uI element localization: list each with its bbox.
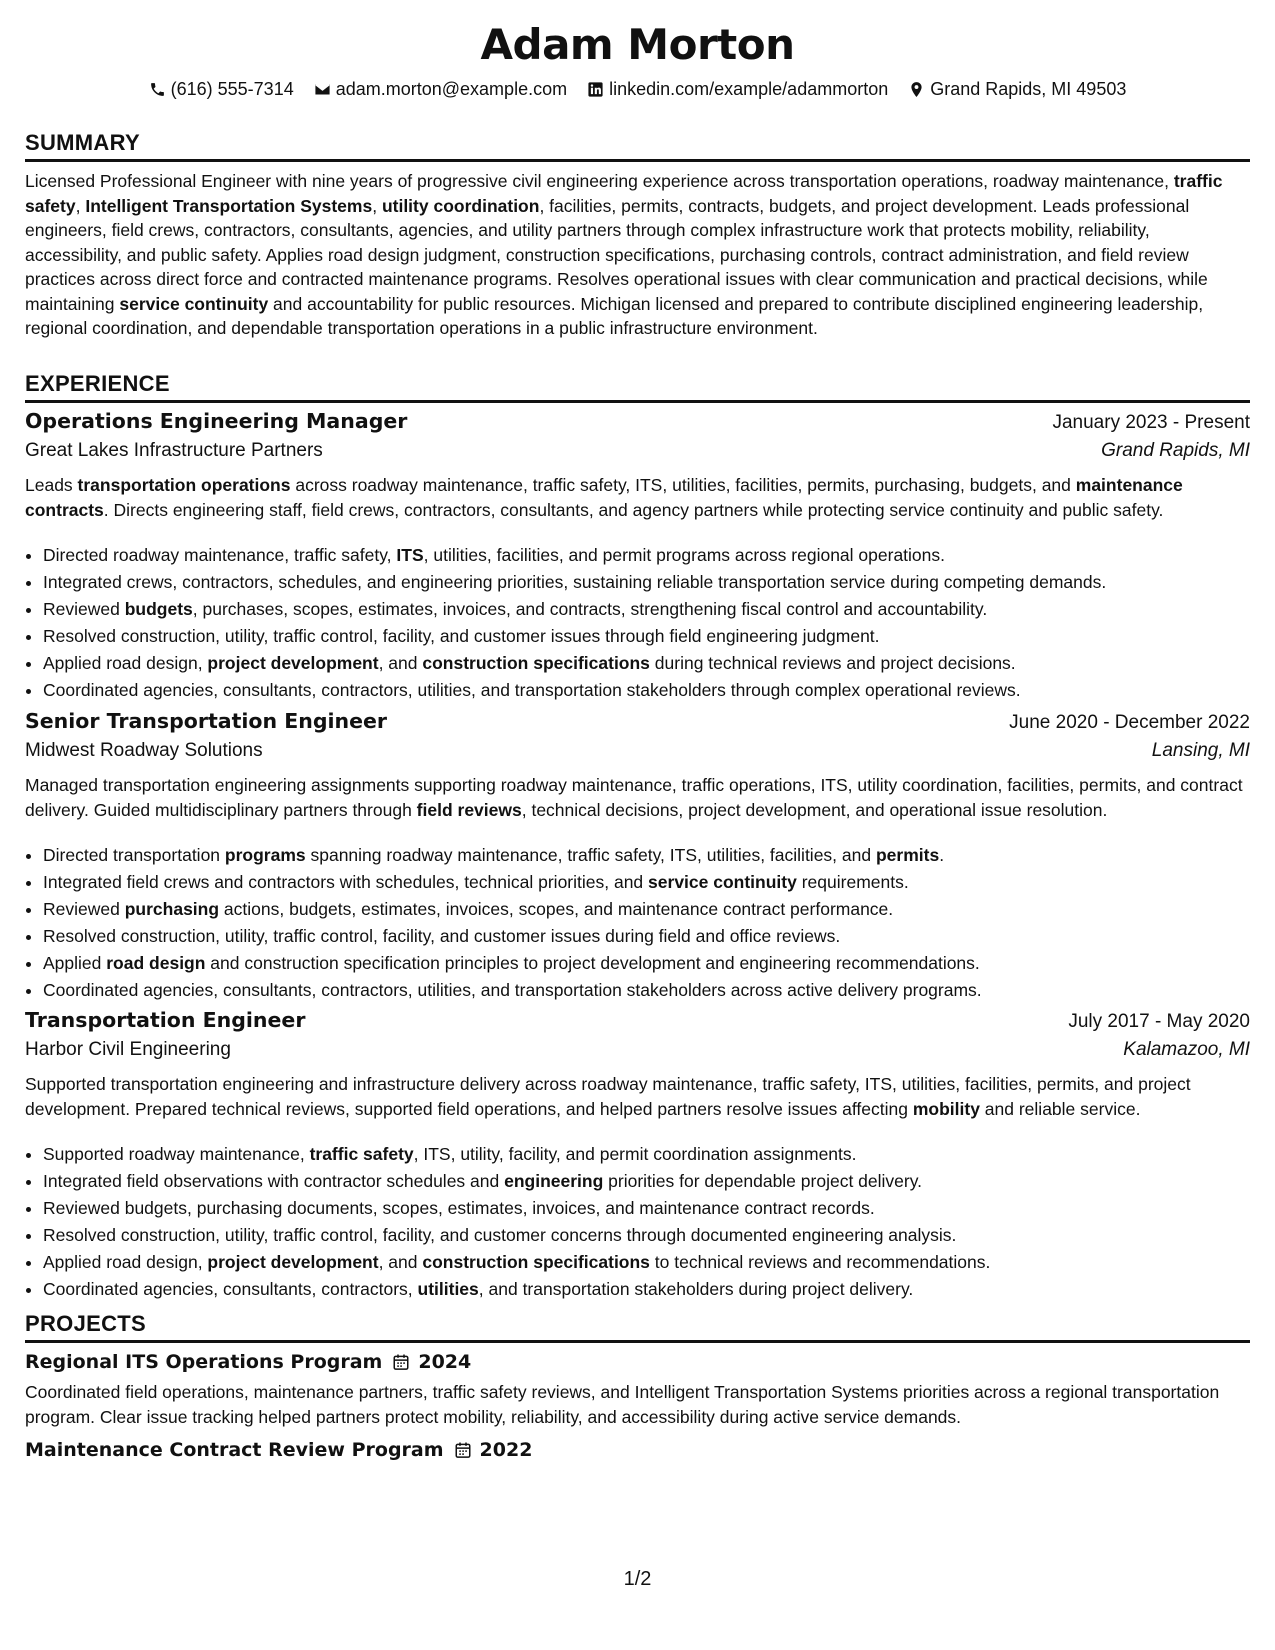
- contact-bar: [25, 79, 1250, 100]
- emphasis-text: service continuity: [119, 293, 269, 314]
- bullet-item: • Applied road design, project development, and construction specifications during technical reviews and project decisions.: [43, 650, 1268, 677]
- bullet-item: • Coordinated agencies, consultants, contractors, utilities, and transportation stakeholders during project delivery.: [43, 1276, 1268, 1303]
- contact-phone[interactable]: [149, 79, 294, 100]
- emphasis-text: utilities: [417, 1279, 479, 1299]
- bullet-item: • Directed roadway maintenance, traffic safety, ITS, utilities, facilities, and permit programs across regional operations.: [43, 542, 1268, 569]
- emphasis-text: utility coordination: [381, 195, 540, 216]
- emphasis-text: project development: [207, 653, 379, 673]
- phone-icon: [149, 81, 166, 98]
- linkedin-icon: [587, 81, 604, 98]
- job-dates: January 2023 - Present: [1052, 412, 1250, 433]
- emphasis-text: field reviews: [416, 799, 522, 820]
- projects-heading: PROJECTS: [25, 1311, 1250, 1343]
- job-subheader: [25, 1039, 1250, 1061]
- job-subheader: [25, 740, 1250, 762]
- project-title: Regional ITS Operations Program: [25, 1351, 383, 1373]
- project-header: [25, 1351, 471, 1373]
- job-header: [25, 409, 1250, 434]
- bullet-item: • Resolved construction, utility, traffic control, facility, and customer issues during field and office reviews.: [43, 923, 1268, 950]
- bullet-item: • Resolved construction, utility, traffic control, facility, and customer concerns through documented engineering analysis.: [43, 1222, 1268, 1249]
- project-description: Coordinated field operations, maintenance partners, traffic safety reviews, and Intelligent Transportation Systems priorities across a regional transportation program. Clear issue tracking helped partners protect mobility, reliability, and accessibility during active service demands.: [25, 1382, 1220, 1427]
- job-header: [25, 709, 1250, 734]
- calendar-icon: [392, 1353, 410, 1371]
- bullet-item: • Coordinated agencies, consultants, contractors, utilities, and transportation stakeholders through complex operational reviews.: [43, 677, 1268, 704]
- job-title: Operations Engineering Manager: [25, 409, 408, 433]
- job-dates: July 2017 - May 2020: [1068, 1011, 1250, 1032]
- location-text: Grand Rapids, MI 49503: [930, 79, 1127, 99]
- job-title: Transportation Engineer: [25, 1008, 306, 1032]
- job-dates: June 2020 - December 2022: [1009, 712, 1250, 733]
- job-title: Senior Transportation Engineer: [25, 709, 388, 733]
- project-date: [454, 1439, 533, 1461]
- job-company: Harbor Civil Engineering: [25, 1039, 231, 1060]
- bullet-item: • Coordinated agencies, consultants, contractors, utilities, and transportation stakeholders across active delivery programs.: [43, 977, 1268, 1004]
- job-location: Grand Rapids, MI: [1101, 440, 1250, 461]
- project-year: 2022: [479, 1439, 533, 1461]
- bullet-item: • Directed transportation programs spanning roadway maintenance, traffic safety, ITS, utilities, facilities, and permits.: [43, 842, 1268, 869]
- bullet-item: • Integrated crews, contractors, schedules, and engineering priorities, sustaining reliable transportation service during competing demands.: [43, 569, 1268, 596]
- contact-email[interactable]: [314, 79, 567, 100]
- emphasis-text: traffic safety: [309, 1144, 414, 1164]
- emphasis-text: programs: [224, 845, 306, 865]
- emphasis-text: construction specifications: [422, 653, 650, 673]
- summary-text: Licensed Professional Engineer with nine years of progressive civil engineering experience across transportation operations, roadway maintenance, traffic safety, Intelligent Transportation Systems, utility coordination, facilities, permits, contracts, budgets, and project development. Leads professional engineers, field crews, contractors, consultants, agencies, and utility partners through complex infrastructure work that protects mobility, reliability, accessibility, and public safety. Applies road design judgment, construction specifications, purchasing controls, contract administration, and field review practices across direct force and contracted maintenance programs. Resolves operational issues with clear communication and practical decisions, while maintaining service continuity and accountability for public resources. Michigan licensed and prepared to contribute disciplined engineering leadership, regional coordination, and dependable transportation operations in a public infrastructure environment.: [25, 171, 1223, 338]
- calendar-icon: [454, 1441, 472, 1459]
- project-title: Maintenance Contract Review Program: [25, 1439, 444, 1461]
- bullet-item: • Integrated field observations with contractor schedules and engineering priorities for dependable project delivery.: [43, 1168, 1268, 1195]
- emphasis-text: maintenance contracts: [25, 475, 1183, 520]
- emphasis-text: project development: [207, 1252, 379, 1272]
- emphasis-text: traffic safety: [25, 171, 1223, 216]
- experience-heading: EXPERIENCE: [25, 371, 1250, 403]
- emphasis-text: mobility: [912, 1098, 980, 1119]
- bullet-item: • Supported roadway maintenance, traffic safety, ITS, utility, facility, and permit coordination assignments.: [43, 1141, 1268, 1168]
- page-number: 1/2: [623, 1568, 652, 1590]
- job-bullets: [25, 842, 1268, 1004]
- emphasis-text: budgets: [124, 599, 193, 619]
- project-header: [25, 1439, 532, 1461]
- emphasis-text: permits: [875, 845, 940, 865]
- project-date: [392, 1351, 471, 1373]
- emphasis-text: engineering: [504, 1171, 604, 1191]
- email-text: adam.morton@example.com: [335, 79, 568, 99]
- contact-linkedin[interactable]: [587, 79, 888, 100]
- project-year: 2024: [418, 1351, 472, 1373]
- job-bullets: [25, 542, 1268, 704]
- bullet-item: • Reviewed budgets, purchasing documents, scopes, estimates, invoices, and maintenance contract records.: [43, 1195, 1268, 1222]
- resume-page: [25, 0, 1250, 1650]
- emphasis-text: transportation operations: [77, 475, 291, 495]
- job-subheader: [25, 440, 1250, 462]
- emphasis-text: Intelligent Transportation Systems: [85, 195, 373, 216]
- emphasis-text: ITS: [396, 545, 424, 565]
- contact-location: [908, 79, 1126, 100]
- job-company: Great Lakes Infrastructure Partners: [25, 440, 323, 461]
- emphasis-text: service continuity: [648, 872, 797, 892]
- emphasis-text: construction specifications: [422, 1252, 650, 1272]
- bullet-item: • Applied road design and construction specification principles to project development and engineering recommendations.: [43, 950, 1268, 977]
- job-description: Supported transportation engineering and infrastructure delivery across roadway maintenance, traffic safety, ITS, utilities, facilities, permits, and project development. Prepared technical reviews, supported field operations, and helped partners resolve issues affecting mobility and reliable service.: [25, 1074, 1191, 1119]
- job-description: Leads transportation operations across roadway maintenance, traffic safety, ITS, utilities, facilities, permits, purchasing, budgets, and maintenance contracts. Directs engineering staff, field crews, contractors, consultants, and agency partners while protecting service continuity and public safety.: [25, 475, 1183, 520]
- job-bullets: [25, 1141, 1268, 1303]
- bullet-item: • Resolved construction, utility, traffic control, facility, and customer issues through field engineering judgment.: [43, 623, 1268, 650]
- job-location: Kalamazoo, MI: [1123, 1039, 1250, 1060]
- emphasis-text: purchasing: [124, 899, 220, 919]
- phone-text: (616) 555-7314: [170, 79, 294, 99]
- job-header: [25, 1008, 1250, 1033]
- job-company: Midwest Roadway Solutions: [25, 740, 263, 761]
- emphasis-text: road design: [106, 953, 206, 973]
- map-pin-icon: [908, 81, 925, 98]
- bullet-item: • Integrated field crews and contractors with schedules, technical priorities, and service continuity requirements.: [43, 869, 1268, 896]
- bullet-item: • Reviewed purchasing actions, budgets, estimates, invoices, scopes, and maintenance contract performance.: [43, 896, 1268, 923]
- envelope-icon: [314, 81, 331, 98]
- job-description: Managed transportation engineering assignments supporting roadway maintenance, traffic operations, ITS, utility coordination, facilities, permits, and contract delivery. Guided multidisciplinary partners through field reviews, technical decisions, project development, and operational issue resolution.: [25, 775, 1243, 820]
- candidate-name: Adam Morton: [480, 20, 795, 69]
- job-location: Lansing, MI: [1151, 740, 1250, 761]
- summary-heading: SUMMARY: [25, 130, 1250, 162]
- linkedin-text: linkedin.com/example/adammorton: [609, 79, 889, 99]
- bullet-item: • Applied road design, project development, and construction specifications to technical reviews and recommendations.: [43, 1249, 1268, 1276]
- bullet-item: • Reviewed budgets, purchases, scopes, estimates, invoices, and contracts, strengthening fiscal control and accountability.: [43, 596, 1268, 623]
